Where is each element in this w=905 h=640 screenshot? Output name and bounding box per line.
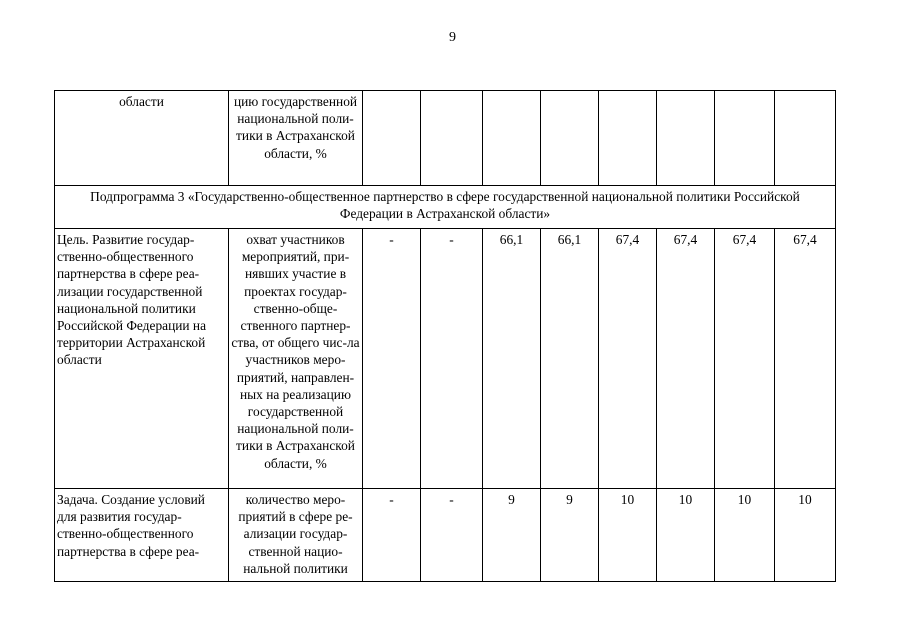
value-cell: - bbox=[363, 229, 421, 489]
value-cell: 9 bbox=[541, 489, 599, 582]
value-cell bbox=[421, 91, 483, 186]
goal-indicator-cell: охват участников мероприятий, при-нявших участие в проектах государ-ственно-обще-ственного партнер-ства, от общего чис-ла участников меро-приятий, направлен-ных на реализацию государственной национальной поли-тики в Астраханской области, % bbox=[229, 229, 363, 489]
value-cell bbox=[715, 91, 775, 186]
indicator-cell: цию государственной национальной поли-тики в Астраханской области, % bbox=[229, 91, 363, 186]
value-cell: 10 bbox=[775, 489, 836, 582]
value-cell: 9 bbox=[483, 489, 541, 582]
indicators-table bbox=[54, 90, 836, 582]
value-cell bbox=[541, 91, 599, 186]
table-row-continuation bbox=[55, 91, 836, 186]
value-cell: 67,4 bbox=[657, 229, 715, 489]
table-row-task bbox=[55, 489, 836, 582]
value-cell: - bbox=[363, 489, 421, 582]
value-cell: 10 bbox=[715, 489, 775, 582]
table-row-goal bbox=[55, 229, 836, 489]
value-cell: 10 bbox=[657, 489, 715, 582]
subprogram-title: Подпрограмма 3 «Государственно-общественное партнерство в сфере государственной национальной политики Российской Федерации в Астраханской области» bbox=[55, 186, 836, 229]
page-number: 9 bbox=[449, 30, 456, 45]
value-cell: - bbox=[421, 229, 483, 489]
value-cell bbox=[599, 91, 657, 186]
value-cell: 67,4 bbox=[775, 229, 836, 489]
value-cell: 66,1 bbox=[483, 229, 541, 489]
value-cell: 67,4 bbox=[715, 229, 775, 489]
row-name-cell: области bbox=[55, 91, 229, 186]
value-cell: - bbox=[421, 489, 483, 582]
value-cell bbox=[775, 91, 836, 186]
value-cell: 67,4 bbox=[599, 229, 657, 489]
goal-name-cell: Цель. Развитие государ-ственно-общественного партнерства в сфере реа-лизации государственной национальной политики Российской Федерации на территории Астраханской области bbox=[55, 229, 229, 489]
value-cell bbox=[657, 91, 715, 186]
value-cell: 66,1 bbox=[541, 229, 599, 489]
value-cell: 10 bbox=[599, 489, 657, 582]
value-cell bbox=[363, 91, 421, 186]
value-cell bbox=[483, 91, 541, 186]
table-row-subprogram bbox=[55, 186, 836, 229]
task-indicator-cell: количество меро-приятий в сфере ре-ализации государ-ственной нацио-нальной политики bbox=[229, 489, 363, 582]
task-name-cell: Задача. Создание условий для развития государ-ственно-общественного партнерства в сфере реа- bbox=[55, 489, 229, 582]
